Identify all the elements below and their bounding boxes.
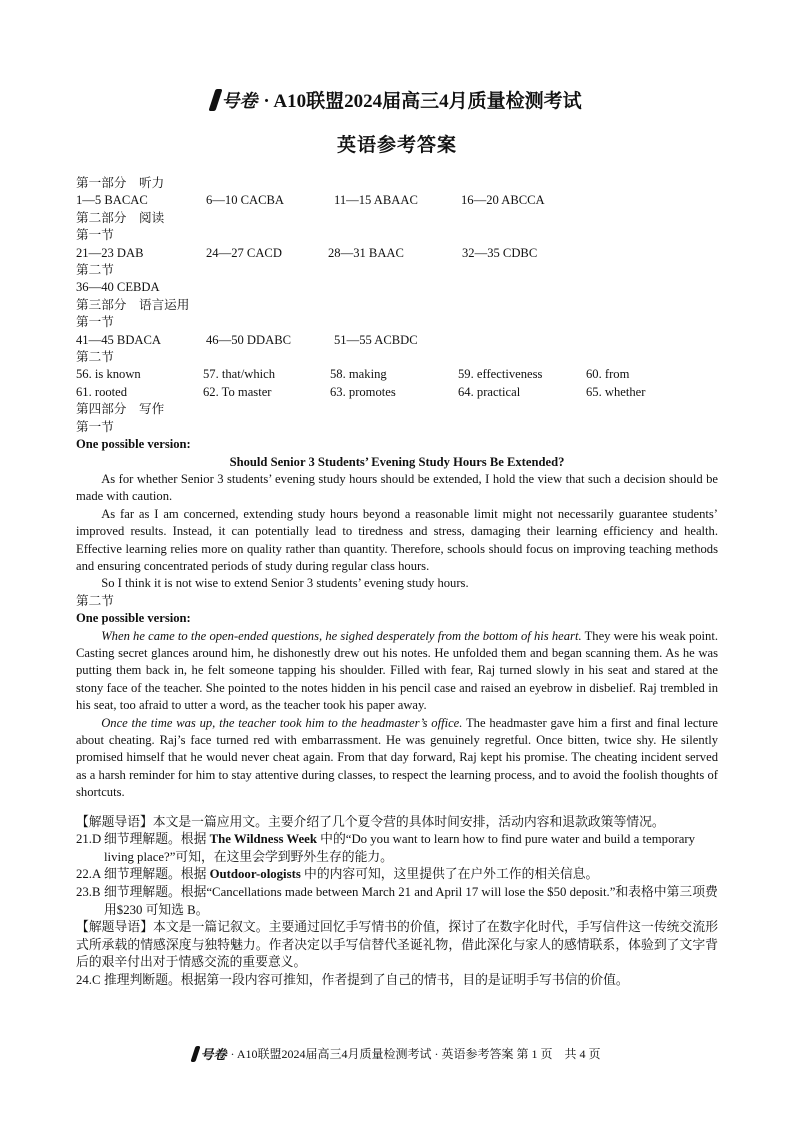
essay-title: Should Senior 3 Students’ Evening Study Hours Be Extended?	[229, 454, 565, 469]
question-explanation	[104, 866, 718, 884]
answer-group: 41—45 BDACA	[76, 332, 162, 347]
explanation-text: 中的内容可知，这里提供了在户外工作的相关信息。	[300, 867, 599, 882]
part1-heading: 第一部分 听力	[76, 176, 165, 190]
exam-title: · A10联盟2024届高三4月质量检测考试	[263, 91, 582, 112]
answer-group: 1—5 BACAC	[76, 193, 148, 208]
fill-answer: 60. from	[586, 367, 630, 382]
answer-content	[76, 175, 718, 990]
footer-logo	[193, 1044, 226, 1063]
explanation-text: 细节理解题。根据	[104, 867, 210, 882]
version-label: One possible version:	[76, 611, 191, 626]
explanation-text: 细节理解题。根据	[104, 832, 210, 847]
fill-answers-row2	[76, 384, 718, 401]
fill-answer: 56. is known	[76, 367, 141, 382]
footer-line	[193, 1044, 600, 1063]
story-text: They were his weak point. Casting secret glances around him, he dishonestly drew out his notes. He unfolded them and began scanning them. As he was putting them back in, he felt someone tapping his shoulder. Filled with fear, Raj turned slowly in his seat and stared at the stony face of the teacher. She pointed to the notes hidden in his pencil case and raised an eyebrow in disbelief. Raj trembled in his seat, too afraid to utter a word, as the teacher took his paper away.	[76, 628, 718, 713]
essay-paragraph: So I think it is not wise to extend Senior 3 students’ evening study hours.	[101, 576, 469, 591]
part4-section2: 第二节	[76, 593, 114, 608]
fill-answers-row1	[76, 366, 718, 383]
part3-section1: 第一节	[76, 315, 114, 330]
part3-answers1	[76, 332, 718, 349]
question-number: 23.B	[76, 885, 101, 899]
footer-text: · A10联盟2024届高三4月质量检测考试 · 英语参考答案 第 1 页 共 4 页	[230, 1047, 601, 1061]
story-paragraph-1	[76, 628, 718, 715]
fill-answer: 64. practical	[458, 384, 521, 399]
version-label: One possible version:	[76, 437, 191, 452]
brand-logo	[212, 87, 257, 113]
question-number: 24.C	[76, 972, 101, 987]
part2-answers1	[76, 245, 718, 262]
fill-answer: 58. making	[330, 367, 387, 382]
essay-paragraph: As far as I am concerned, extending study hours beyond a reasonable limit might not necessarily guarantee students’ improved results. Instead, it can potentially lead to tiredness and stress, damaging their learning efficiency and health. Effective learning relies more on quality rather than quantity. Therefore, schools should focus on improving teaching methods and ensuring concentrated periods of study during regular class hours.	[76, 506, 718, 573]
explanation-text: 中的“Do you want to learn how to find pure water and build a temporary living place?”可知，在这里会学到野外生存的能力。	[104, 832, 696, 864]
part2-heading: 第二部分 阅读	[76, 210, 165, 225]
fill-answer: 63. promotes	[330, 384, 396, 399]
footer-logo-text: 号卷	[200, 1047, 227, 1062]
fill-answer: 61. rooted	[76, 384, 128, 399]
part3-heading: 第三部分 语言运用	[76, 297, 190, 312]
fill-answer: 57. that/which	[203, 367, 276, 382]
part4-section1: 第一节	[76, 419, 114, 434]
page-header	[0, 86, 794, 157]
question-explanation: 推理判断题。根据第一段内容可推知，作者提到了自己的情书，目的是证明手写书信的价值。	[104, 972, 629, 987]
answer-group: 6—10 CACBA	[206, 193, 285, 208]
question-number: 22.A	[76, 867, 102, 882]
guide-item	[76, 972, 718, 990]
fill-answer: 65. whether	[586, 384, 646, 399]
page-title	[212, 86, 581, 113]
answer-group: 28—31 BAAC	[328, 245, 404, 260]
part2-section2: 第二节	[76, 263, 114, 278]
answer-group: 24—27 CACD	[206, 245, 282, 260]
answer-group: 21—23 DAB	[76, 245, 144, 260]
guide-item	[76, 831, 718, 866]
explanation-bold: Outdoor-ologists	[209, 867, 301, 882]
guide-item	[76, 884, 718, 919]
essay-paragraph: As for whether Senior 3 students’ evening study hours should be extended, I hold the view that such a decision should be made with caution.	[76, 471, 718, 504]
fill-answer: 62. To master	[203, 384, 272, 399]
question-explanation: 细节理解题。根据“Cancellations made between March 21 and April 17 will lose the $50 deposit.”和表格中第三项费用$230 可知选 B。	[104, 885, 718, 917]
part2-answers2: 36—40 CEBDA	[76, 280, 160, 295]
part3-section2: 第二节	[76, 350, 114, 365]
guide-intro: 【解题导语】本文是一篇记叙文。主要通过回忆手写情书的价值，探讨了在数字化时代，手写信件这一传统交流形式所承载的情感深度与独特魅力。作者决定以手写信替代圣诞礼物，借此深化与家人的感情联系，体验到了文字背后的艰辛付出对于情感交流的重要意义。	[76, 920, 718, 970]
guide-item	[76, 866, 718, 884]
answer-group: 16—20 ABCCA	[461, 193, 545, 208]
story-text: The headmaster gave him a first and final lecture about cheating. Raj’s face turned red with embarrassment. He was genuinely regretful. Once bitten, twice shy. He silently promised himself that he would never cheat again. From that day forward, Raj kept his promise. The cheating incident served as a harsh reminder for him to stay attentive during classes, to respect the learning process, and to avoid the foolish thoughts of shortcuts.	[76, 715, 718, 800]
answer-group: 46—50 DDABC	[206, 332, 292, 347]
question-explanation	[104, 831, 718, 866]
answer-group: 11—15 ABAAC	[334, 193, 418, 208]
brand-logo-text: 号卷	[221, 90, 258, 111]
story-paragraph-2	[76, 715, 718, 802]
question-number: 21.D	[76, 832, 102, 847]
guide-intro: 【解题导语】本文是一篇应用文。主要介绍了几个夏令营的具体时间安排，活动内容和退款政策等情况。	[76, 814, 665, 829]
part2-section1: 第一节	[76, 228, 114, 243]
answer-group: 32—35 CDBC	[462, 245, 538, 260]
part4-heading: 第四部分 写作	[76, 402, 165, 417]
answer-guide	[76, 814, 718, 990]
fill-answer: 59. effectiveness	[458, 367, 543, 382]
answer-group: 51—55 ACBDC	[334, 332, 418, 347]
explanation-bold: The Wildness Week	[209, 832, 317, 847]
page-subtitle: 英语参考答案	[336, 134, 457, 156]
story-lead-sentence: When he came to the open-ended questions, he sighed desperately from the bottom of his heart.	[101, 628, 582, 643]
story-lead-sentence: Once the time was up, the teacher took him to the headmaster’s office.	[101, 715, 463, 730]
part1-answers	[76, 192, 718, 209]
page-footer	[0, 1044, 794, 1066]
